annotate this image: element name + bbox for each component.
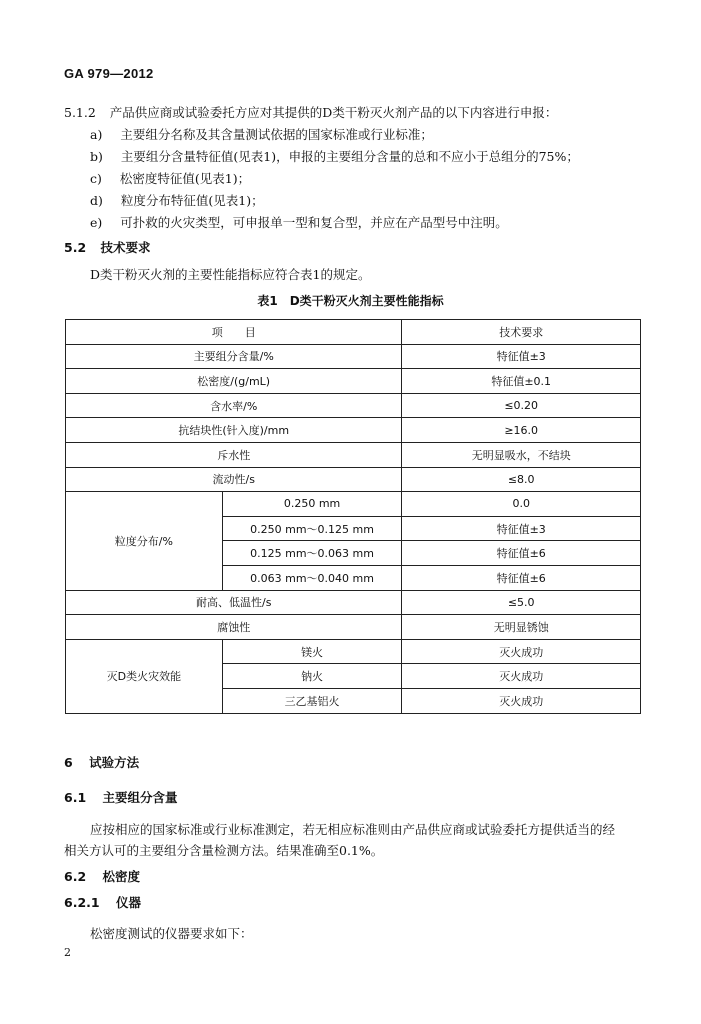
- list-item: [90, 147, 579, 165]
- list-item: [90, 125, 433, 143]
- item-text: 松密度特征值(见表1)；: [119, 171, 251, 186]
- particle-size: 0.250 mm: [222, 492, 402, 517]
- row-item: 耐高、低温性/s: [66, 590, 402, 615]
- standard-header: GA 979—2012: [64, 66, 154, 81]
- particle-label: 粒度分布/%: [66, 492, 223, 590]
- section-title: 松密度: [102, 869, 141, 884]
- section-61-para-line1: 应按相应的国家标准或行业标准测定，若无相应标准则由产品供应商或试验委托方提供适当的经: [90, 822, 616, 837]
- section-6-heading: [64, 753, 139, 771]
- item-text: 可扑救的火灾类型，可申报单一型和复合型，并应在产品型号中注明。: [120, 215, 508, 230]
- section-title: 试验方法: [89, 755, 140, 770]
- fire-type: 三乙基铝火: [222, 688, 402, 713]
- row-requirement: 灭火成功: [402, 688, 641, 713]
- table-row: [66, 418, 641, 443]
- section-number: 6: [64, 755, 73, 770]
- table-row: [66, 442, 641, 467]
- section-number: 6.2.1: [64, 895, 100, 910]
- row-requirement: 特征值±0.1: [402, 369, 641, 394]
- row-requirement: ≥16.0: [402, 418, 641, 443]
- item-label: e): [90, 215, 103, 230]
- header-requirement: 技术要求: [402, 320, 641, 345]
- row-item: 主要组分含量/%: [66, 344, 402, 369]
- row-requirement: ≤0.20: [402, 393, 641, 418]
- row-item: 含水率/%: [66, 393, 402, 418]
- particle-size: 0.250 mm～0.125 mm: [222, 516, 402, 541]
- row-requirement: 灭火成功: [402, 664, 641, 689]
- fire-type: 钠火: [222, 664, 402, 689]
- table-row: [66, 467, 641, 492]
- particle-size: 0.063 mm～0.040 mm: [222, 565, 402, 590]
- section-number: 6.2: [64, 869, 87, 884]
- row-requirement: 无明显锈蚀: [402, 615, 641, 640]
- row-item: 斥水性: [66, 442, 402, 467]
- clause-text: 产品供应商或试验委托方应对其提供的D类干粉灭火剂产品的以下内容进行申报：: [109, 105, 558, 120]
- section-62-heading: [64, 867, 140, 885]
- item-label: a): [90, 127, 103, 142]
- section-621-text: 松密度测试的仪器要求如下：: [90, 926, 253, 941]
- performance-table: [65, 319, 641, 714]
- row-requirement: 特征值±3: [402, 516, 641, 541]
- row-item: 流动性/s: [66, 467, 402, 492]
- row-requirement: ≤5.0: [402, 590, 641, 615]
- fire-type: 镁火: [222, 639, 402, 664]
- item-text: 粒度分布特征值(见表1)；: [120, 193, 264, 208]
- table-row: [66, 590, 641, 615]
- item-text: 主要组分名称及其含量测试依据的国家标准或行业标准；: [120, 127, 433, 142]
- row-requirement: 0.0: [402, 492, 641, 517]
- item-label: c): [90, 171, 102, 186]
- table-header-row: [66, 320, 641, 345]
- section-621-heading: [64, 893, 141, 911]
- item-label: d): [90, 193, 103, 208]
- row-requirement: ≤8.0: [402, 467, 641, 492]
- item-label: b): [90, 149, 103, 164]
- list-item: [90, 169, 250, 187]
- fire-label: 灭D类火灾效能: [66, 639, 223, 713]
- section-title: 仪器: [115, 895, 141, 910]
- clause-512: [64, 103, 557, 121]
- table-row: [66, 615, 641, 640]
- section-52-text: D类干粉灭火剂的主要性能指标应符合表1的规定。: [90, 267, 371, 282]
- item-text: 主要组分含量特征值(见表1)，申报的主要组分含量的总和不应小于总组分的75%；: [120, 149, 579, 164]
- clause-number: 5.1.2: [64, 105, 96, 120]
- row-item: 松密度/(g/mL): [66, 369, 402, 394]
- row-item: 腐蚀性: [66, 615, 402, 640]
- section-61-para-line2: 相关方认可的主要组分含量检测方法。结果准确至0.1%。: [64, 843, 384, 858]
- list-item: [90, 213, 508, 231]
- section-title: 主要组分含量: [102, 790, 178, 805]
- page-number: 2: [64, 946, 71, 959]
- table-row: [66, 639, 641, 664]
- table-row: [66, 492, 641, 517]
- table-caption: 表1 D类干粉灭火剂主要性能指标: [257, 294, 444, 308]
- section-52-heading: [64, 238, 151, 256]
- section-number: 5.2: [64, 240, 87, 255]
- section-number: 6.1: [64, 790, 87, 805]
- particle-size: 0.125 mm～0.063 mm: [222, 541, 402, 566]
- row-requirement: 特征值±6: [402, 541, 641, 566]
- table-row: [66, 393, 641, 418]
- header-item: 项 目: [66, 320, 402, 345]
- row-requirement: 灭火成功: [402, 639, 641, 664]
- section-61-heading: [64, 788, 178, 806]
- table-row: [66, 369, 641, 394]
- row-requirement: 特征值±6: [402, 565, 641, 590]
- table-row: [66, 344, 641, 369]
- row-item: 抗结块性(针入度)/mm: [66, 418, 402, 443]
- row-requirement: 无明显吸水，不结块: [402, 442, 641, 467]
- row-requirement: 特征值±3: [402, 344, 641, 369]
- section-title: 技术要求: [100, 240, 151, 255]
- list-item: [90, 191, 264, 209]
